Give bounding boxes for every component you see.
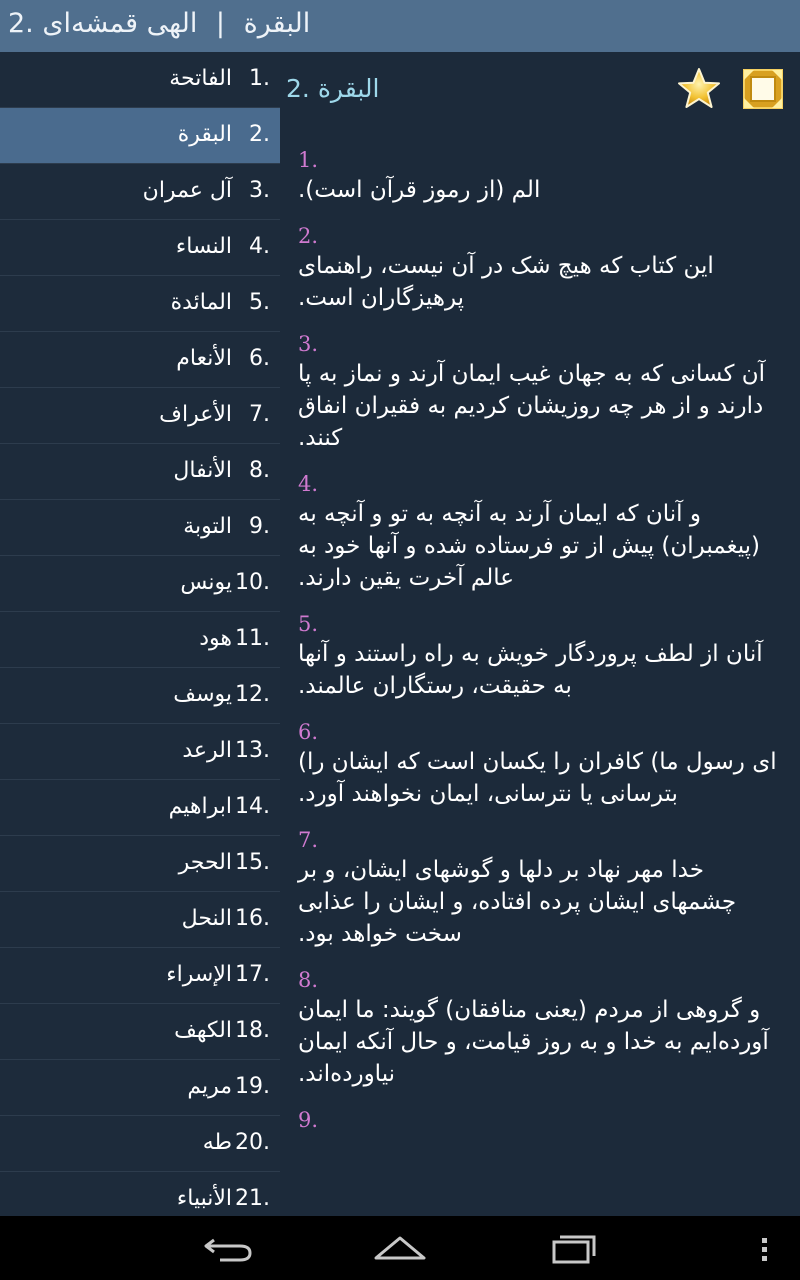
surah-number: 14. [235, 794, 270, 819]
surah-list-item[interactable] [0, 1116, 280, 1172]
surah-list-item[interactable] [0, 668, 280, 724]
verse-text: آن کسانی که به جهان غیب ایمان آرند و نماز به پا دارند و از هر چه روزیشان کردیم به فقیران انفاق کنند. [298, 361, 766, 451]
surah-name: هود [199, 626, 232, 651]
surah-name: الأنعام [176, 346, 232, 371]
title-separator: | [215, 8, 226, 39]
verse-text: و گروهی از مردم (یعنی منافقان) گویند: ما ایمان آورده‌ایم به خدا و به روز قیامت، و حال آنکه ایمان نیاورده‌اند. [298, 997, 769, 1087]
surah-list-item[interactable] [0, 556, 280, 612]
surah-list-item[interactable] [0, 52, 280, 108]
surah-list-item[interactable] [0, 1172, 280, 1216]
surah-list-item[interactable] [0, 332, 280, 388]
overflow-menu-icon[interactable] [752, 1230, 776, 1266]
window-title [8, 8, 310, 39]
surah-list-item[interactable] [0, 724, 280, 780]
surah-number: 9. [249, 514, 270, 539]
verse-number: 1. [298, 148, 319, 172]
verse [298, 222, 782, 314]
surah-name: الأنبياء [176, 1186, 232, 1211]
surah-name: المائدة [170, 290, 232, 315]
surah-list-item[interactable] [0, 948, 280, 1004]
surah-list-item-selected[interactable] [0, 108, 280, 164]
surah-number: 21. [235, 1186, 270, 1211]
surah-number: 8. [249, 458, 270, 483]
surah-name: آل عمران [142, 178, 232, 203]
home-icon[interactable] [370, 1230, 430, 1266]
recent-apps-icon[interactable] [540, 1230, 600, 1266]
star-icon[interactable] [676, 66, 722, 112]
surah-number: 11. [235, 626, 270, 651]
verse [298, 610, 782, 702]
surah-number: 12. [235, 682, 270, 707]
surah-number: 10. [235, 570, 270, 595]
verse-text: ای رسول ما) کافران را یکسان است که ایشان را) بترسانی یا نترسانی، ایمان نخواهند آورد. [298, 749, 777, 807]
verse-number: 8. [298, 968, 319, 992]
surah-name: الفاتحة [169, 66, 232, 91]
verse-number: 2. [298, 224, 319, 248]
navigation-bar [0, 1216, 800, 1280]
verse-text: و آنان که ایمان آرند به آنچه به تو و آنچه به (پیغمبران) پیش از تو فرستاده شده و آنها خود به عالم آخرت یقین دارند. [298, 501, 761, 591]
verse [298, 1106, 782, 1134]
verse-list [298, 146, 782, 1150]
surah-name: التوبة [183, 514, 232, 539]
surah-name: الإسراء [166, 962, 232, 987]
surah-list-item[interactable] [0, 612, 280, 668]
verse [298, 826, 782, 950]
verse-text: این کتاب که هیچ شک در آن نیست، راهنمای پرهیزگاران است. [298, 253, 714, 311]
surah-list-item[interactable] [0, 164, 280, 220]
surah-list-item[interactable] [0, 444, 280, 500]
fullscreen-icon[interactable] [740, 66, 786, 112]
surah-number: 13. [235, 738, 270, 763]
surah-name: يونس [180, 570, 232, 595]
surah-list-item[interactable] [0, 836, 280, 892]
surah-number: 5. [249, 290, 270, 315]
surah-name: الحجر [178, 850, 232, 875]
surah-list-item[interactable] [0, 892, 280, 948]
surah-number: 16. [235, 906, 270, 931]
verse [298, 146, 782, 206]
verse-number: 4. [298, 472, 319, 496]
back-icon[interactable] [200, 1230, 260, 1266]
surah-list-item[interactable] [0, 388, 280, 444]
surah-number: 2. [249, 122, 270, 147]
surah-number: 7. [249, 402, 270, 427]
verse-number: 9. [298, 1108, 319, 1132]
surah-name: النساء [175, 234, 232, 259]
surah-list[interactable] [0, 52, 280, 1216]
surah-name: ابراهيم [168, 794, 232, 819]
verse [298, 966, 782, 1090]
surah-list-item[interactable] [0, 780, 280, 836]
verse [298, 470, 782, 594]
surah-number: 15. [235, 850, 270, 875]
verse-text: الم (از رموز قرآن است). [298, 177, 541, 203]
surah-heading: 2. البقرة [286, 74, 380, 103]
surah-name: النحل [181, 906, 232, 931]
surah-name: الكهف [174, 1018, 232, 1043]
surah-number: 20. [235, 1130, 270, 1155]
verse-number: 6. [298, 720, 319, 744]
surah-number: 17. [235, 962, 270, 987]
surah-list-item[interactable] [0, 500, 280, 556]
surah-number: 1. [249, 66, 270, 91]
surah-number: 19. [235, 1074, 270, 1099]
surah-name: طه [202, 1130, 232, 1155]
surah-name: البقرة [177, 122, 232, 147]
surah-list-item[interactable] [0, 220, 280, 276]
verse-panel[interactable] [280, 52, 800, 1216]
surah-number: 4. [249, 234, 270, 259]
surah-name: الأعراف [159, 402, 232, 427]
verse-number: 5. [298, 612, 319, 636]
surah-list-item[interactable] [0, 1060, 280, 1116]
surah-number: 3. [249, 178, 270, 203]
verse-number: 3. [298, 332, 319, 356]
surah-name: الأنفال [173, 458, 232, 483]
verse [298, 330, 782, 454]
verse-number: 7. [298, 828, 319, 852]
verse [298, 718, 782, 810]
surah-list-item[interactable] [0, 1004, 280, 1060]
verse-text: آنان از لطف پروردگار خویش به راه راستند و آنها به حقیقت، رستگاران عالمند. [298, 641, 763, 699]
surah-name: الرعد [182, 738, 232, 763]
surah-name: مريم [187, 1074, 232, 1099]
title-bar [0, 0, 800, 52]
surah-list-item[interactable] [0, 276, 280, 332]
verse-text: خدا مهر نهاد بر دلها و گوشهای ایشان، و بر چشمهای ایشان پرده افتاده، و ایشان را عذابی سخت خواهد بود. [298, 857, 737, 947]
surah-number: 18. [235, 1018, 270, 1043]
surah-number: 6. [249, 346, 270, 371]
current-surah: 2. البقرة [8, 8, 311, 39]
surah-name: يوسف [173, 682, 232, 707]
app-title: الهی قمشه‌ای [42, 8, 198, 39]
